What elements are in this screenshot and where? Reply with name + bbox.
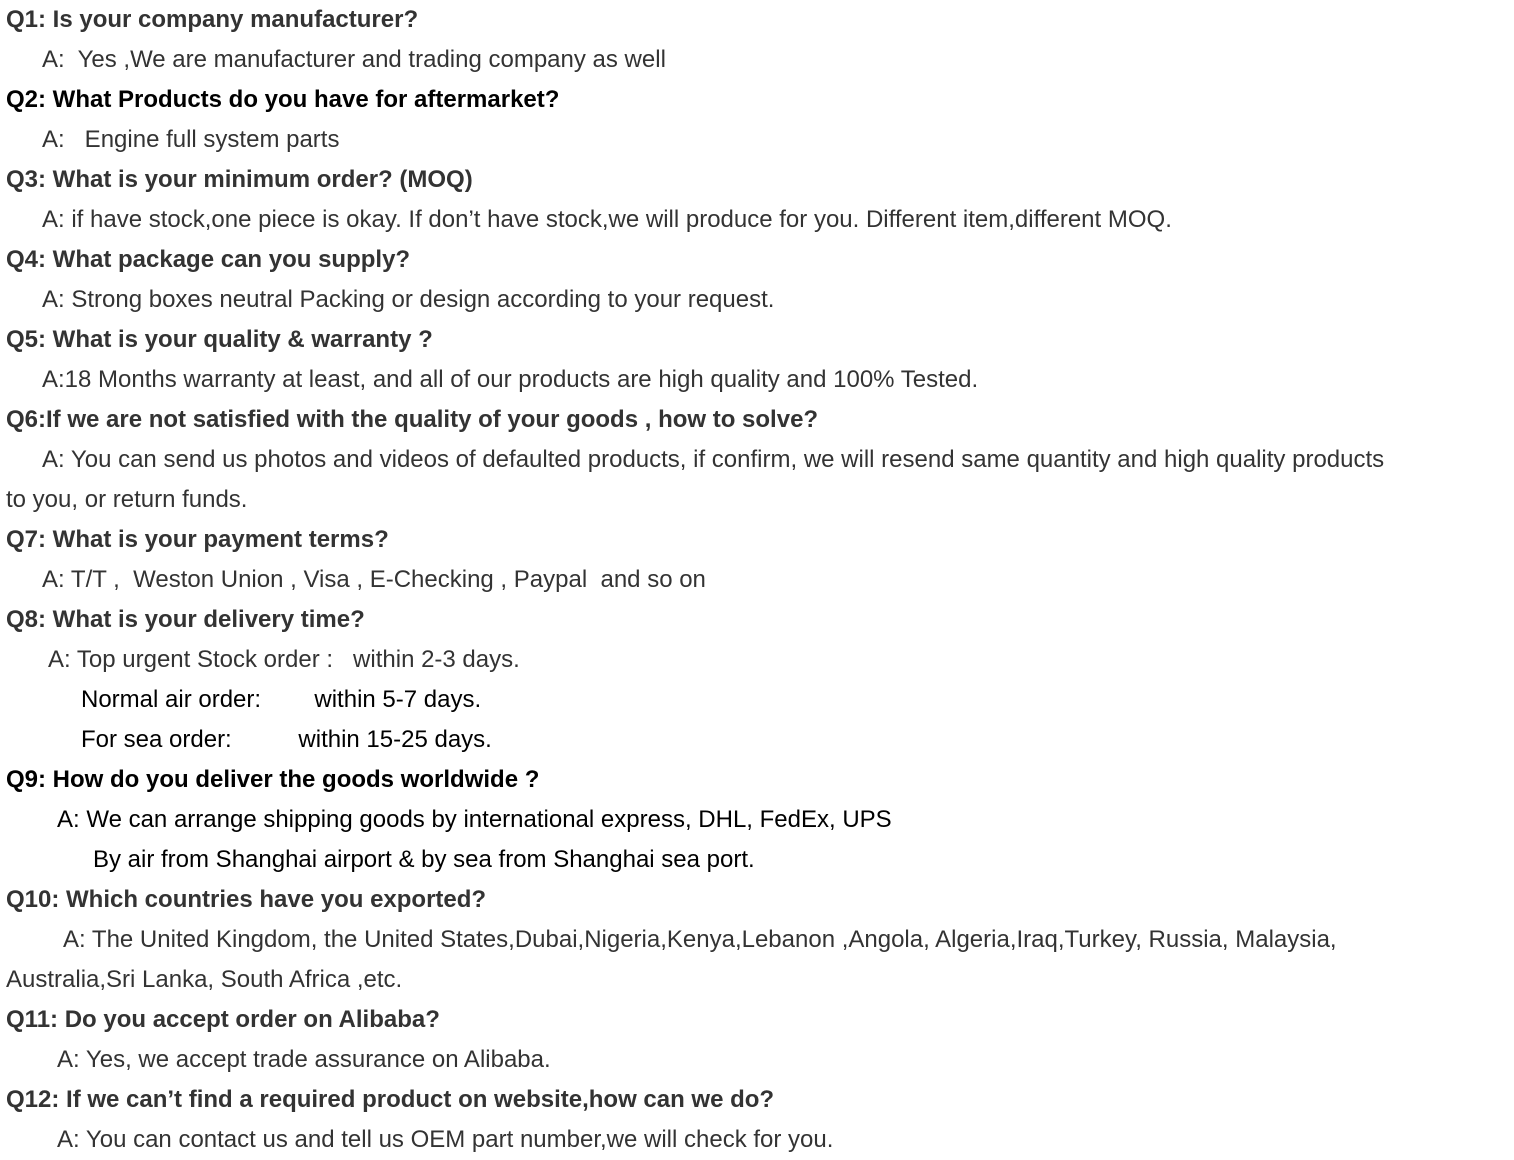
answer-1: A: Yes ,We are manufacturer and trading company as well: [42, 46, 666, 73]
question-2: Q2: What Products do you have for aftermarket?: [6, 86, 560, 113]
answer-10-line-2: Australia,Sri Lanka, South Africa ,etc.: [6, 966, 403, 993]
question-1: Q1: Is your company manufacturer?: [6, 6, 419, 33]
answer-10-line-1: A: The United Kingdom, the United States,Dubai,Nigeria,Kenya,Lebanon ,Angola, Algeria,Iraq,Turkey, Russia, Malaysia,: [63, 926, 1337, 953]
question-3: Q3: What is your minimum order? (MOQ): [6, 166, 473, 193]
answer-2: A: Engine full system parts: [42, 126, 340, 153]
answer-12: A: You can contact us and tell us OEM part number,we will check for you.: [57, 1126, 834, 1153]
question-8: Q8: What is your delivery time?: [6, 606, 365, 633]
answer-6-line-2: to you, or return funds.: [6, 486, 248, 513]
answer-5: A:18 Months warranty at least, and all of our products are high quality and 100% Tested.: [42, 366, 979, 393]
answer-9-line-1: A: We can arrange shipping goods by international express, DHL, FedEx, UPS: [57, 806, 892, 833]
answer-3: A: if have stock,one piece is okay. If don’t have stock,we will produce for you. Different item,different MOQ.: [42, 206, 1172, 233]
answer-7: A: T/T , Weston Union , Visa , E-Checking , Paypal and so on: [42, 566, 706, 593]
answer-9-line-2: By air from Shanghai airport & by sea from Shanghai sea port.: [93, 846, 755, 873]
question-11: Q11: Do you accept order on Alibaba?: [6, 1006, 440, 1033]
answer-6-line-1: A: You can send us photos and videos of defaulted products, if confirm, we will resend same quantity and high quality products: [42, 446, 1385, 473]
answer-8-line-1: A: Top urgent Stock order : within 2-3 days.: [48, 646, 520, 673]
question-5: Q5: What is your quality & warranty ?: [6, 326, 433, 353]
question-4: Q4: What package can you supply?: [6, 246, 411, 273]
question-12: Q12: If we can’t find a required product on website,how can we do?: [6, 1086, 775, 1113]
answer-11: A: Yes, we accept trade assurance on Alibaba.: [57, 1046, 551, 1073]
question-9: Q9: How do you deliver the goods worldwide ?: [6, 766, 540, 793]
question-7: Q7: What is your payment terms?: [6, 526, 389, 553]
question-10: Q10: Which countries have you exported?: [6, 886, 487, 913]
answer-8-line-3: For sea order: within 15-25 days.: [81, 726, 492, 753]
answer-8-line-2: Normal air order: within 5-7 days.: [81, 686, 482, 713]
answer-4: A: Strong boxes neutral Packing or design according to your request.: [42, 286, 775, 313]
question-6: Q6:If we are not satisfied with the quality of your goods , how to solve?: [6, 406, 819, 433]
